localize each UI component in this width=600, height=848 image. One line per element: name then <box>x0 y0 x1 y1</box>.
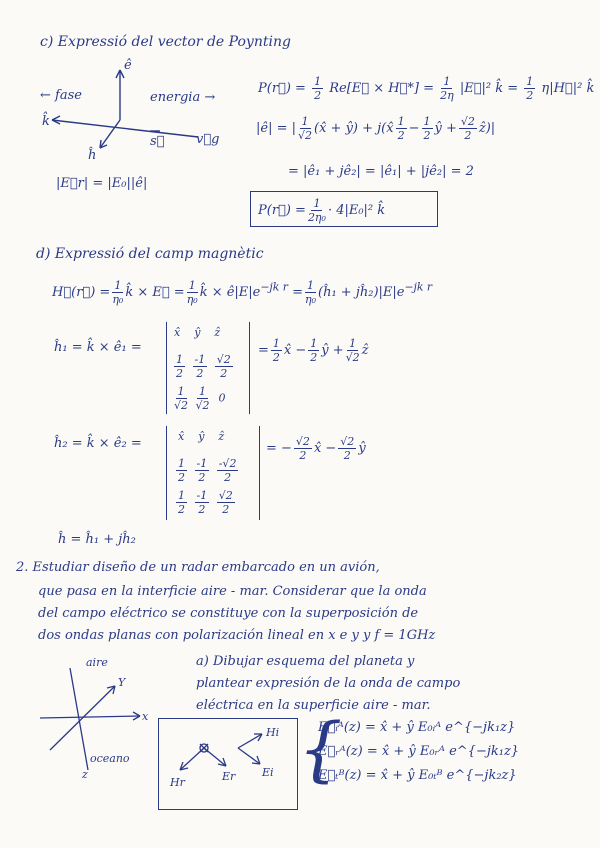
fase-label: ← fase <box>40 88 82 103</box>
box-hr-label: Hr <box>170 776 185 789</box>
h-field-equation: H⃗(r⃗) = $\frac{1}{\text{η₀}}$ k̂ × E⃗ = $\frac{1}{\text{η₀}}$ k̂ × $ê|E|e^{-jk r}$ = $\frac{1}{\text{η₀}}$ (ĥ₁ + $jĥ_2)|E|e^{-jk r}$ <box>52 279 433 306</box>
vg-label: v⃗g <box>196 132 220 147</box>
part-a-line3: eléctrica en la superficie aire - mar. <box>196 698 431 713</box>
poynting-boxed: P(r⃗) = $\frac{1}{\text{2η₀}}$ · 4|E₀|² k̂ <box>258 197 386 224</box>
poynting-lhs: P(r⃗) = <box>258 81 306 96</box>
axis-y-label: Y <box>118 676 126 689</box>
ei-equation: E⃗ᵢᴬ(z) = x̂ + ŷ E₀ᵢᴬ e^{−jk₁z} <box>318 720 516 735</box>
poynting-rhs: |E⃗|² k̂ = <box>459 81 519 96</box>
h2-result: = − $\frac{√2}{2}$ x̂ − $\frac{√2}{2}$ ŷ <box>266 435 366 462</box>
box-ei-label: Ei <box>262 766 274 779</box>
section-d-title: d) Expressió del camp magnètic <box>36 246 264 262</box>
e-magnitude-equation: |ê| = | $\frac{1}{√2}$ (x̂ + ŷ) + j(x̂ $\frac{1}{2}$ − $\frac{1}{2}$ ŷ + $\frac{√2}{2}$ ẑ)| <box>256 115 496 142</box>
problem2-line1: 2. Estudiar diseño de un radar embarcado en un avión, <box>16 560 380 575</box>
h2-row3: $\frac{1}{2}$ $\frac{-1}{2}$ $\frac{√2}{2}$ <box>178 489 233 516</box>
h2-row2: $\frac{1}{2}$ $\frac{-1}{2}$ $\frac{-√2}{2}$ <box>178 457 237 484</box>
h1-row2: $\frac{1}{2}$ $\frac{-1}{2}$ $\frac{√2}{2}$ <box>176 353 231 380</box>
problem2-line4: dos ondas planas con polarización lineal en x e y y f = 1GHz <box>38 628 436 643</box>
er-relation: |E⃗r| = |E₀||ê| <box>56 176 148 191</box>
h2-row1: x̂ ŷ ẑ <box>178 430 225 443</box>
s-vector-label: s⃗ <box>150 134 165 149</box>
k-unit-label: k̂ <box>42 114 50 129</box>
h1-lhs: ĥ₁ = k̂ × ê₁ = <box>54 340 142 355</box>
h-unit-label: ĥ <box>88 148 97 163</box>
fraction-one-half: $\frac{1}{2}$ <box>314 75 322 102</box>
axis-aire-label: aire <box>86 656 108 669</box>
axis-z-label: z <box>82 768 88 781</box>
h-final: ĥ = ĥ₁ + jĥ₂ <box>58 532 136 547</box>
axis-x-label: x <box>142 710 149 723</box>
energia-label: energia → <box>150 90 216 105</box>
box-er-label: Er <box>222 770 236 783</box>
problem2-line3: del campo eléctrico se constituye con la superposición de <box>38 606 419 621</box>
poynting-mid: Re[E⃗ × H⃗*] = <box>329 81 434 96</box>
part-a-line1: a) Dibujar esquema del planeta y <box>196 654 415 669</box>
h1-row1: x̂ ŷ ẑ <box>174 326 221 339</box>
axis-oceano-label: oceano <box>90 752 130 765</box>
part-a-line2: plantear expresión de la onda de campo <box>196 676 461 691</box>
er-equation: E⃗ᵣᴬ(z) = x̂ + ŷ E₀ᵣᴬ e^{−jk₁z} <box>318 744 520 759</box>
fraction-one-over-2eta: $\frac{1}{2\eta}$ <box>440 75 454 102</box>
et-equation: E⃗ₜᴮ(z) = x̂ + ŷ E₀ₜᴮ e^{−jk₂z} <box>318 768 517 783</box>
fraction-one-half-b: $\frac{1}{2}$ <box>526 75 534 102</box>
e-magnitude-result: = |ê₁ + jê₂| = |ê₁| + |jê₂| = 2 <box>288 164 474 179</box>
h1-result: = $\frac{1}{2}$ x̂ − $\frac{1}{2}$ ŷ + $\frac{1}{√2}$ ẑ <box>258 337 369 364</box>
problem2-line2: que pasa en la interficie aire - mar. Considerar que la onda <box>38 584 427 599</box>
section-c-title: c) Expressió del vector de Poynting <box>40 34 291 50</box>
box-hi-label: Hi <box>266 726 280 739</box>
e-unit-label: ê <box>124 58 132 73</box>
h2-lhs: ĥ₂ = k̂ × ê₂ = <box>54 436 142 451</box>
equation-brace: { <box>298 708 343 790</box>
h1-row3: $\frac{1}{√2}$ $\frac{1}{√2}$ 0 <box>174 385 226 412</box>
poynting-end: η|H⃗|² k̂ <box>541 81 595 96</box>
